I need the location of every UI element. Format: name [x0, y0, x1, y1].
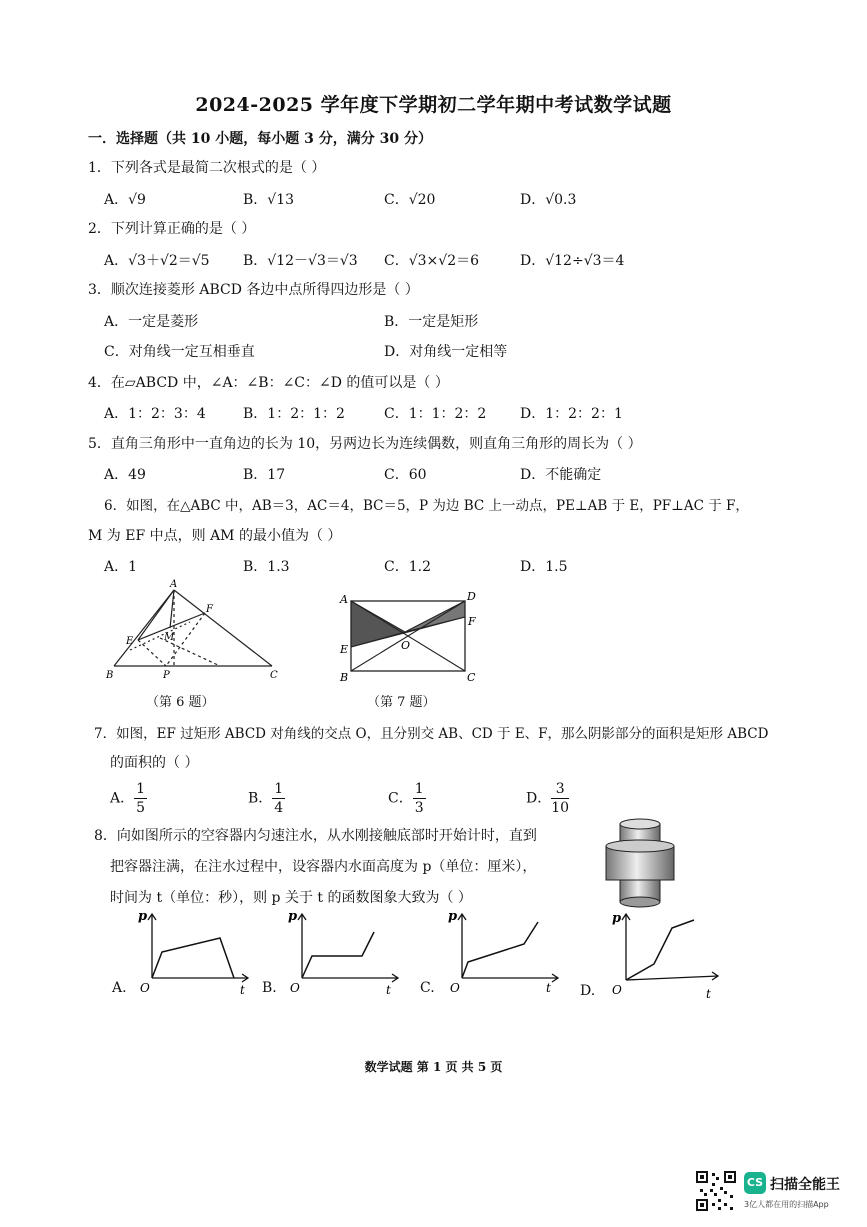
q3-option-b: B．一定是矩形	[384, 314, 479, 330]
scanner-brand-name: 扫描全能王	[770, 1177, 840, 1193]
fig7-label-b: B	[340, 671, 349, 684]
graph-c-curve	[462, 922, 538, 978]
question-2-stem: 2．下列计算正确的是（ ）	[88, 221, 256, 237]
q4-option-b: B．1：2：1：2	[243, 406, 345, 422]
fig6-label-e: E	[126, 636, 134, 647]
q4-option-c: C．1：1：2：2	[384, 406, 487, 422]
qr-code-icon	[694, 1169, 738, 1213]
q2-option-d: D．√12÷√3＝4	[520, 253, 625, 269]
graph-b-curve	[302, 932, 374, 978]
graph-a-curve	[152, 938, 234, 978]
question-7-stem-cont: 的面积的（ ）	[110, 755, 199, 771]
q5-option-b: B．17	[243, 467, 286, 483]
q1-option-a: A．√9	[104, 192, 146, 208]
shaded-region-right	[405, 601, 465, 632]
graph-c	[442, 906, 567, 998]
fig6-label-b: B	[106, 670, 114, 681]
figure-7-diagram	[335, 585, 490, 685]
graph-b-origin: O	[290, 981, 300, 995]
graph-d-axis-t: t	[706, 987, 711, 1001]
page-title: 2024-2025 学年度下学期初二学年期中考试数学试题	[195, 94, 672, 116]
q7-option-a: A． $\frac{1}{5}$	[110, 781, 146, 816]
graph-c-origin: O	[450, 981, 460, 995]
q3-option-d: D．对角线一定相等	[384, 344, 508, 360]
q6-option-a: A．1	[104, 559, 138, 575]
q8-option-c: C.	[420, 980, 435, 996]
camscanner-logo-icon: CS	[744, 1172, 766, 1194]
q8-option-a: A.	[112, 980, 127, 996]
question-1-stem: 1．下列各式是最简二次根式的是（ ）	[88, 160, 326, 176]
graph-b-axis-t: t	[386, 983, 391, 997]
q1-option-c: C．√20	[384, 192, 436, 208]
page-footer: 数学试题 第 1 页 共 5 页	[364, 1060, 503, 1074]
q4-option-d: D．1：2：2：1	[520, 406, 623, 422]
q4-option-a: A．1：2：3：4	[104, 406, 206, 422]
fig6-label-c: C	[270, 670, 278, 681]
q3-option-a: A．一定是菱形	[104, 314, 199, 330]
q1-option-b: B．√13	[243, 192, 295, 208]
graph-d	[606, 906, 731, 1002]
fig6-label-m: M	[164, 632, 175, 643]
graph-a-axis-p: p	[138, 909, 148, 924]
graph-d-curve	[626, 920, 694, 980]
side-ab	[114, 590, 174, 666]
figure-6-diagram	[100, 578, 300, 688]
q6-option-c: C．1.2	[384, 559, 431, 575]
question-4-stem: 4．在▱ABCD 中，∠A：∠B：∠C：∠D 的值可以是（ ）	[88, 375, 449, 391]
question-7-stem: 7．如图，EF 过矩形 ABCD 对角线的交点 O，且分别交 AB、CD 于 E、F，那么阴影部分的面积是矩形 ABCD	[94, 726, 769, 742]
q7-option-c: C． $\frac{1}{3}$	[388, 781, 424, 816]
graph-b	[282, 906, 407, 998]
q1-option-d: D．√0.3	[520, 192, 577, 208]
q3-option-c: C．对角线一定互相垂直	[104, 344, 255, 360]
graph-d-axis-p: p	[612, 911, 622, 926]
question-5-stem: 5．直角三角形中一直角边的长为 10，另两边长为连续偶数，则直角三角形的周长为（ ）	[88, 436, 642, 452]
q8-option-b: B.	[262, 980, 277, 996]
fig7-label-c: C	[467, 671, 476, 684]
q6-option-b: B．1.3	[243, 559, 290, 575]
fig7-label-o: O	[401, 639, 411, 652]
section-heading: 一．选择题（共 10 小题，每小题 3 分，满分 30 分）	[88, 131, 432, 147]
q8-option-d: D.	[580, 983, 596, 999]
graph-b-axis-p: p	[288, 909, 298, 924]
q5-option-c: C．60	[384, 467, 427, 483]
graph-c-axis-p: p	[448, 909, 458, 924]
side-ac	[174, 590, 272, 666]
fig7-label-a: A	[340, 593, 348, 606]
question-6-stem-cont: M 为 EF 中点，则 AM 的最小值为（ ）	[88, 528, 342, 544]
container-illustration	[600, 818, 680, 910]
fig7-label-f: F	[468, 615, 476, 628]
question-3-stem: 3．顺次连接菱形 ABCD 各边中点所得四边形是（ ）	[88, 282, 419, 298]
figure-7-caption: （第 7 题）	[367, 695, 436, 710]
graph-a-axis-t: t	[240, 983, 245, 997]
scanner-tagline: 3亿人都在用的扫描App	[744, 1200, 829, 1209]
q7-option-d: D． $\frac{3}{10}$	[526, 781, 570, 816]
figure-6-caption: （第 6 题）	[146, 695, 215, 710]
q2-option-c: C．√3×√2＝6	[384, 253, 480, 269]
fig7-label-d: D	[467, 590, 476, 603]
question-6-stem: 6．如图，在△ABC 中，AB＝3，AC＝4，BC＝5，P 为边 BC 上一动点，PE⊥AB 于 E，PF⊥AC 于 F，	[104, 498, 749, 514]
question-8-stem: 8．向如图所示的空容器内匀速注水，从水刚接触底部时开始计时，直到	[94, 828, 537, 844]
question-8-stem-cont: 把容器注满，在注水过程中，设容器内水面高度为 p（单位：厘米），	[110, 859, 537, 875]
q2-option-a: A．√3＋√2＝√5	[104, 253, 210, 269]
fig6-label-a: A	[170, 579, 178, 590]
q2-option-b: B．√12－√3＝√3	[243, 253, 358, 269]
graph-a	[132, 906, 257, 998]
q5-option-d: D．不能确定	[520, 467, 602, 483]
q5-option-a: A．49	[104, 467, 146, 483]
q7-option-b: B． $\frac{1}{4}$	[248, 781, 284, 816]
graph-a-origin: O	[140, 981, 150, 995]
fig6-label-p: P	[163, 670, 170, 681]
fig7-label-e: E	[340, 643, 349, 656]
q6-option-d: D．1.5	[520, 559, 568, 575]
graph-c-axis-t: t	[546, 981, 551, 995]
question-8-stem-cont2: 时间为 t（单位：秒），则 p 关于 t 的函数图象大致为（ ）	[110, 890, 472, 906]
graph-d-origin: O	[612, 983, 622, 997]
fig6-label-f: F	[206, 604, 213, 615]
